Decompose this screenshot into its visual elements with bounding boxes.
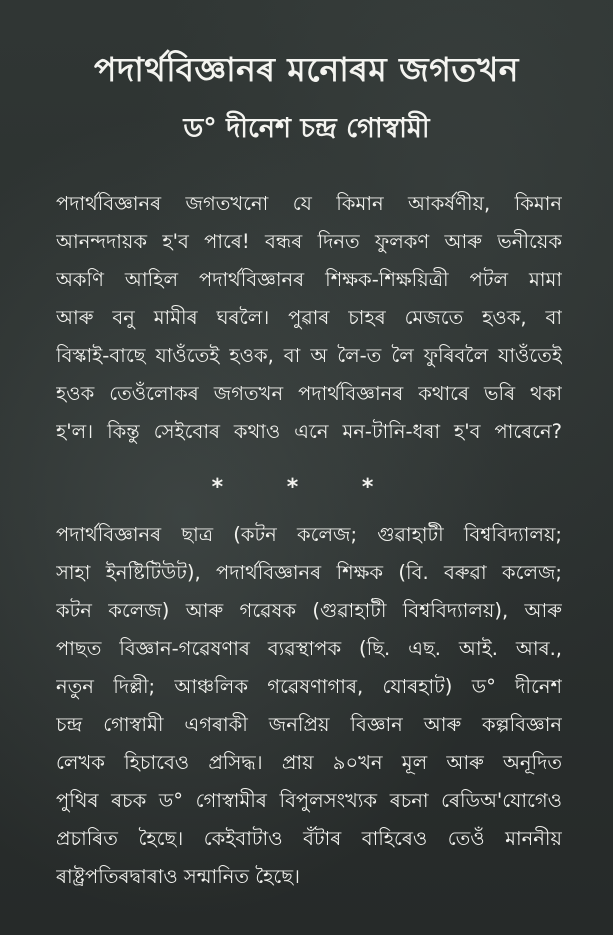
intro-line: হ'ল। কিন্তু সেইবোৰ কথাও এনে মন-টানি-ধৰা হ'ব পাৰেনে? <box>56 420 562 443</box>
intro-line: আৰু বনু মামীৰ ঘৰলৈ। পুৱাৰ চাহৰ মেজতে হওক, বা <box>56 306 562 329</box>
bio-line: ৰাষ্ট্ৰপতিৰদ্বাৰাও সন্মানিত হৈছে। <box>56 865 301 888</box>
intro-line: আনন্দদায়ক হ'ব পাৰে! বন্ধৰ দিনত ফুলকণ আৰু ভনীয়েক <box>56 230 562 253</box>
bio-line: পুথিৰ ৰচক ড° গোস্বামীৰ বিপুলসংখ্যক ৰচনা ৰেডিঅ'যোগেও <box>56 789 562 812</box>
intro-paragraph <box>56 185 562 451</box>
bio-line: নতুন দিল্লী; আঞ্চলিক গৱেষণাগাৰ, যোৰহাট) ড° দীনেশ <box>56 675 562 698</box>
bio-line: চন্দ্ৰ গোস্বামী এগৰাকী জনপ্ৰিয় বিজ্ঞান আৰু কল্পবিজ্ঞান <box>56 713 562 736</box>
author-name: ড° দীনেশ চন্দ্ৰ গোস্বামী <box>183 113 430 144</box>
bio-line: লেখক হিচাবেও প্ৰসিদ্ধ। প্ৰায় ৯০খন মূল আৰু অনূদিত <box>56 751 562 774</box>
intro-line: হওক তেওঁলোকৰ জগতখন পদাৰ্থবিজ্ঞানৰ কথাৰে ভৰি থকা <box>56 382 562 405</box>
bio-line: প্ৰচাৰিত হৈছে। কেইবাটাও বঁটাৰ বাহিৰেও তেওঁ মাননীয় <box>56 827 562 850</box>
bio-line: সাহা ইনষ্টিটিউট), পদাৰ্থবিজ্ঞানৰ শিক্ষক (বি. বৰুৱা কলেজ; <box>56 561 562 584</box>
intro-line: বিস্কাই-বাছে যাওঁতেই হওক, বা অ লৈ-ত লৈ ফুৰিবলৈ যাওঁতেই <box>56 344 562 367</box>
bio-line: পদাৰ্থবিজ্ঞানৰ ছাত্ৰ (কটন কলেজ; গুৱাহাটী বিশ্ববিদ্যালয়; <box>56 523 562 546</box>
author-bio-paragraph <box>56 516 562 896</box>
book-title: পদাৰ্থবিজ্ঞানৰ মনোৰম জগতখন <box>94 50 519 89</box>
bio-line: পাছত বিজ্ঞান-গৱেষণাৰ ব্যৱস্থাপক (ছি. এছ. আই. আৰ., <box>56 637 562 660</box>
section-separator: * * * <box>211 475 402 500</box>
bio-line: কটন কলেজ) আৰু গৱেষক (গুৱাহাটী বিশ্ববিদ্যালয়), আৰু <box>56 599 562 622</box>
intro-line: অকণি আহিল পদাৰ্থবিজ্ঞানৰ শিক্ষক-শিক্ষয়িত্ৰী পটল মামা <box>56 268 562 291</box>
intro-line: পদাৰ্থবিজ্ঞানৰ জগতখনো যে কিমান আকৰ্ষণীয়, কিমান <box>56 192 562 215</box>
